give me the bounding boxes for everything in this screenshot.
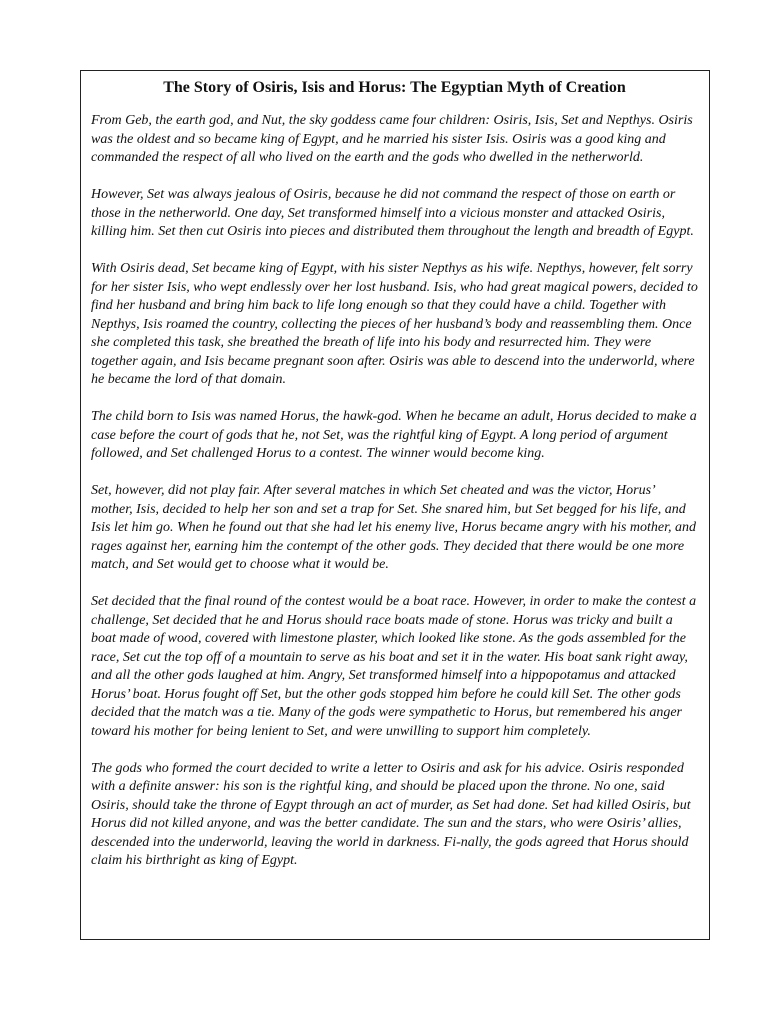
paragraph-7: The gods who formed the court decided to write a letter to Osiris and ask for his advice. Osiris responded with a definite answer: his son is the rightful king, and should be placed upon the throne. No one, said Osiris, should take the throne of Egypt through an act of murder, as Set had done. Set had killed Osiris, but Horus did not killed anyone, and was the better candidate. The sun and the stars, who were Osiris’ allies, descended into the underworld, leaving the world in darkness. Fi-nally, the gods agreed that Horus should claim his birthright as king of Egypt. <box>91 760 691 868</box>
document-body <box>91 112 698 871</box>
document-title: The Story of Osiris, Isis and Horus: The Egyptian Myth of Creation <box>163 79 626 96</box>
paragraph-4: The child born to Isis was named Horus, the hawk-god. When he became an adult, Horus decided to make a case before the court of gods that he, not Set, was the rightful king of Egypt. A long period of argument followed, and Set challenged Horus to a contest. The winner would become king. <box>91 409 697 461</box>
paragraph-2: However, Set was always jealous of Osiris, because he did not command the respect of those on earth or those in the netherworld. One day, Set transformed himself into a vicious monster and attacked Osiris, killing him. Set then cut Osiris into pieces and distributed them throughout the length and breadth of Egypt. <box>91 187 694 239</box>
paragraph-3: With Osiris dead, Set became king of Egypt, with his sister Nepthys as his wife. Nepthys, however, felt sorry for her sister Isis, who wept endlessly over her lost husband. Isis, who had great magical powers, decided to find her husband and bring him back to life long enough so that they could have a child. Together with Nepthys, Isis roamed the country, collecting the pieces of her husband’s body and reassembling them. Once she completed this task, she breathed the breath of life into his body and resurrected him. They were together again, and Isis became pregnant soon after. Osiris was able to descend into the underworld, where he became the lord of that domain. <box>91 261 698 387</box>
paragraph-1: From Geb, the earth god, and Nut, the sky goddess came four children: Osiris, Isis, Set and Nepthys. Osiris was the oldest and so became king of Egypt, and he married his sister Isis. Osiris was a good king and commanded the respect of all who lived on the earth and the gods who dwelled in the netherworld. <box>91 113 693 165</box>
paragraph-6: Set decided that the final round of the contest would be a boat race. However, in order to make the contest a challenge, Set decided that he and Horus should race boats made of stone. Horus was tricky and built a boat made of wood, covered with limestone plaster, which looked like stone. As the gods assembled for the race, Set cut the top off of a mountain to serve as his boat and set it in the water. His boat sank right away, and all the other gods laughed at him. Angry, Set transformed himself into a hippopotamus and attacked Horus’ boat. Horus fought off Set, but the other gods stopped him before he could kill Set. The other gods decided that the match was a tie. Many of the gods were sympathetic to Horus, but remembered his anger toward his mother for being lenient to Set, and were unwilling to support him completely. <box>91 594 697 739</box>
paragraph-5: Set, however, did not play fair. After several matches in which Set cheated and was the victor, Horus’ mother, Isis, decided to help her son and set a trap for Set. She snared him, but Set begged for his life, and Isis let him go. When he found out that she had let his enemy live, Horus became angry with his mother, and rages against her, earning him the contempt of the other gods. They decided that there would be one more match, and Set would get to choose what it would be. <box>91 483 697 572</box>
document-frame <box>80 70 710 940</box>
